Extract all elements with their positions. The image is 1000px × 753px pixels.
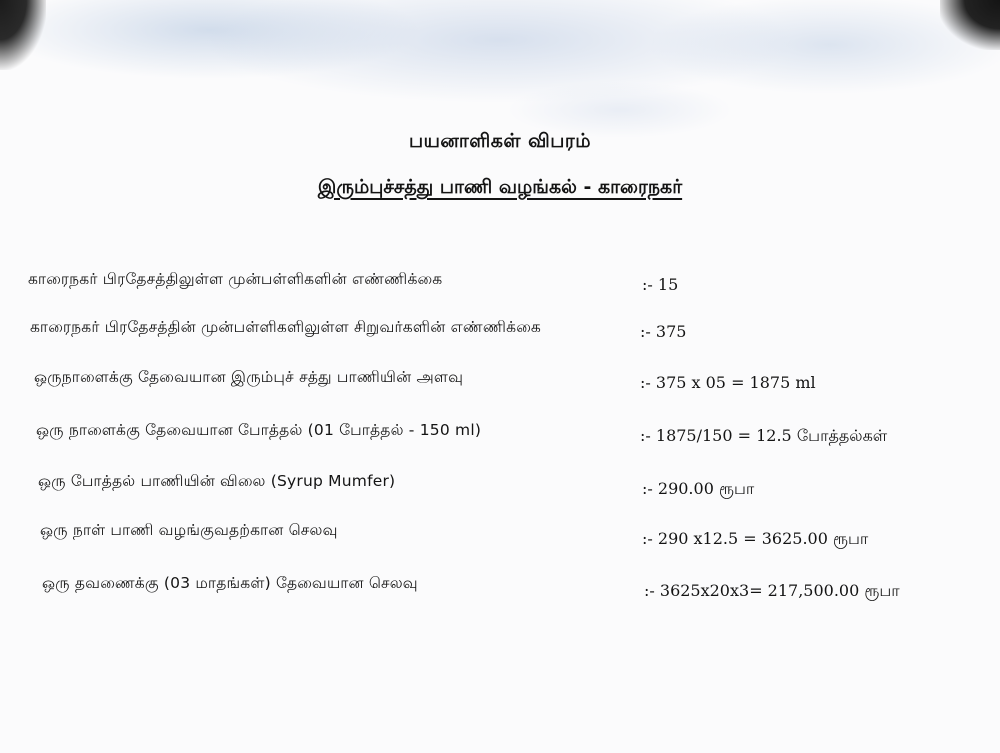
scan-shadow-right: [940, 0, 1000, 50]
row-value-preschool-count: :- 15: [642, 275, 679, 294]
row-value-daily-volume: :- 375 x 05 = 1875 ml: [640, 373, 816, 392]
scan-shadow-left: [0, 0, 46, 70]
row-label-daily-volume: ஒருநாளைக்கு தேவையான இரும்புச் சத்து பாணியின் அளவு: [34, 368, 464, 386]
row-label-daily-bottles: ஒரு நாளைக்கு தேவையான போத்தல் (01 போத்தல் - 150 ml): [36, 421, 482, 439]
document-subtitle: [0, 176, 1000, 201]
row-value-term-cost: :- 3625x20x3= 217,500.00 ரூபா: [644, 581, 900, 600]
row-value-daily-bottles: :- 1875/150 = 12.5 போத்தல்கள்: [640, 426, 888, 445]
row-value-daily-cost: :- 290 x12.5 = 3625.00 ரூபா: [642, 529, 869, 548]
row-label-term-cost: ஒரு தவணைக்கு (03 மாதங்கள்) தேவையான செலவு: [42, 574, 418, 592]
row-value-bottle-price: :- 290.00 ரூபா: [642, 479, 755, 498]
document-subtitle-text: இரும்புச்சத்து பாணி வழங்கல் - காரைநகர்: [317, 176, 683, 198]
row-label-children-count: காரைநகர் பிரதேசத்தின் முன்பள்ளிகளிலுள்ள சிறுவர்களின் எண்ணிக்கை: [30, 318, 541, 336]
row-label-bottle-price: ஒரு போத்தல் பாணியின் விலை (Syrup Mumfer): [38, 472, 396, 490]
row-value-children-count: :- 375: [640, 322, 687, 341]
row-label-daily-cost: ஒரு நாள் பாணி வழங்குவதற்கான செலவு: [40, 521, 338, 539]
document-title: பயனாளிகள் விபரம்: [408, 130, 592, 152]
row-label-preschool-count: காரைநகர் பிரதேசத்திலுள்ள முன்பள்ளிகளின் எண்ணிக்கை: [28, 270, 443, 288]
